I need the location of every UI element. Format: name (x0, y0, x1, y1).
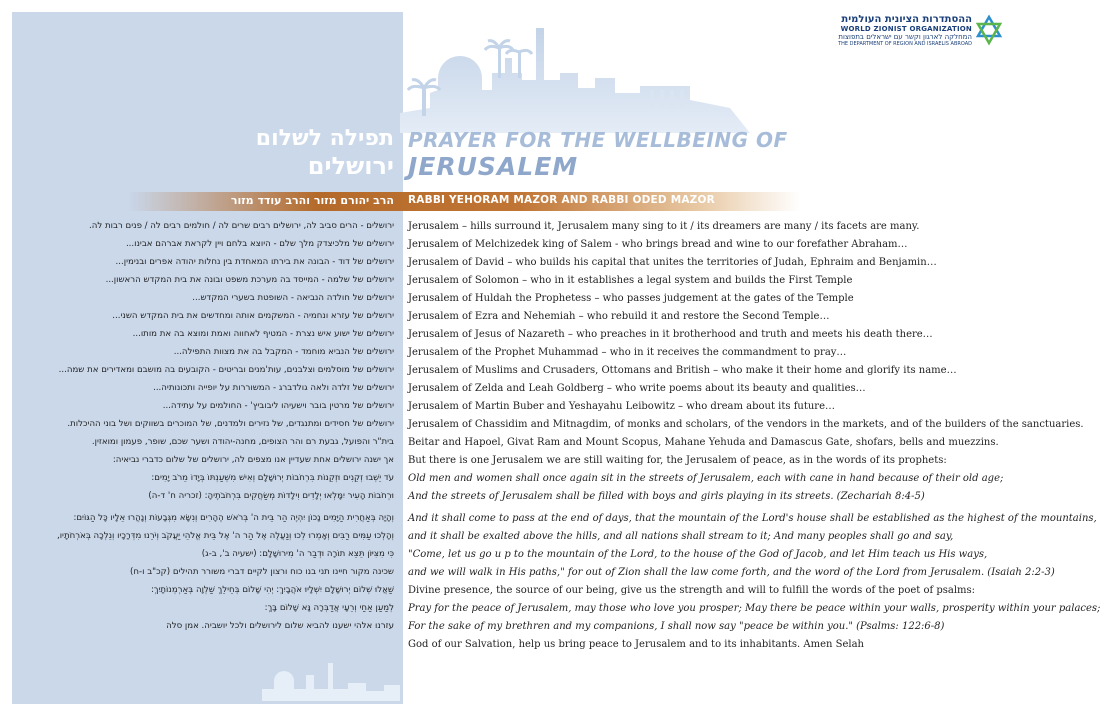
english-line: and we will walk in His paths," for out of Zion shall the law come forth, and the word of the Lord from Jerusalem. (Isaiah 2:2-3) (408, 567, 1055, 578)
english-line: Jerusalem of Huldah the Prophetess – who passes judgement at the gates of the Temple (408, 293, 854, 304)
logo-english-dept: THE DEPARTMENT OF REGION AND ISRAELIS ABROAD (838, 41, 972, 47)
small-skyline-illustration (262, 655, 400, 701)
english-line: God of our Salvation, help us bring peace to Jerusalem and to its inhabitants. Amen Selah (408, 639, 864, 650)
hebrew-line: כִּי מִצִּיּוֹן תֵּצֵא תוֹרָה וּדְבַר ה' מִירוּשָׁלִָם: (ישעיה ב', ב-ג) (201, 549, 394, 559)
hebrew-line: וְהָיָה בְּאַחֲרִית הַיָּמִים נָכוֹן יִהְיֶה הַר בֵּית ה' בְּרֹאשׁ הֶהָרִים וְנִשָּׂא מִגְּבָעוֹת וְנָהֲרוּ אֵלָיו כָּל הַגּוֹיִם: (73, 513, 394, 523)
english-line: Jerusalem of Melchizedek king of Salem - who brings bread and wine to our forefather Abraham… (408, 239, 908, 250)
english-line: Jerusalem of Muslims and Crusaders, Ottomans and British – who make it their home and glorify its name… (408, 365, 957, 376)
wzo-logo (792, 14, 1002, 64)
hebrew-line: וּרְחֹבוֹת הָעִיר יִמָּלְאוּ יְלָדִים וִילָדוֹת מְשַׂחֲקִים בִּרְחֹבֹתֶיהָ: (זכריה ח' ד-ה) (148, 491, 394, 501)
english-line: Jerusalem of Jesus of Nazareth – who preaches in it brotherhood and truth and meets his death there… (408, 329, 933, 340)
english-title-line1: PRAYER FOR THE WELLBEING OF (408, 128, 788, 152)
hebrew-title-line2: ירושלים (307, 152, 394, 180)
hebrew-line: עֹד יֵשְׁבוּ זְקֵנִים וּזְקֵנוֹת בִּרְחֹבוֹת יְרוּשָׁלִָם וְאִישׁ מִשְׁעַנְתּוֹ בְּיָדוֹ מֵרֹב יָמִים: (151, 473, 394, 483)
english-line: For the sake of my brethren and my companions, I shall now say "peace be within you." (Psalms: 122:6-8) (408, 621, 945, 632)
english-line: "Come, let us go u p to the mountain of the Lord, to the house of the God of Jacob, and let Him teach us His ways, (408, 549, 988, 560)
logo-hebrew-org: ההסתדרות הציונית העולמית (841, 14, 972, 25)
english-line: Jerusalem of Chassidim and Mitnagdim, of monks and scholars, of the vendors in the markets, and of the builders of the sanctuaries. (408, 419, 1084, 430)
hebrew-line: ירושלים של מלכיצדק מלך שלם - היוצא בלחם ויין לקראת אברהם אבינו... (125, 239, 394, 249)
hebrew-line: לְמַעַן אַחַי וְרֵעָי אֲדַבְּרָה נָּא שָׁלוֹם בָּךְ: (264, 603, 394, 613)
logo-english-org: WORLD ZIONIST ORGANIZATION (840, 25, 972, 33)
hebrew-line: ירושלים של דוד - הבונה את בירתו המאחדת בין נחלות יהודה אפרים ובנימין... (115, 257, 394, 267)
english-line: Jerusalem of Ezra and Nehemiah – who rebuild it and restore the Second Temple… (408, 311, 830, 322)
hebrew-line: ירושלים של הנביא מוחמד - המקבל בה את מצוות התפילה... (173, 347, 394, 357)
hebrew-line: ירושלים של ישוע איש נצרת - המטיף לאחווה ואמת ומוצא בה את מותו... (132, 329, 394, 339)
star-of-david-logo-icon (976, 16, 1002, 46)
english-line: Jerusalem of David – who builds his capital that unites the territories of Judah, Ephraim and Benjamin… (408, 257, 937, 268)
hebrew-line: ירושלים של זלדה ולאה גולדברג - המשוררות על יופייה ותכונותיה... (153, 383, 394, 393)
english-title-line2: JERUSALEM (408, 152, 579, 181)
english-line: And it shall come to pass at the end of days, that the mountain of the Lord's house shall be established as the highest of the mountains, (408, 513, 1097, 524)
english-line: And the streets of Jerusalem shall be filled with boys and girls playing in its streets. (Zechariah 8:4-5) (408, 491, 925, 502)
hebrew-line: ירושלים של שלמה - המייסד בה מערכת משפט ובונה את בית המקדש הראשון... (105, 275, 394, 285)
hebrew-title-line1: תפילה לשלום (255, 126, 394, 151)
english-line: Old men and women shall once again sit in the streets of Jerusalem, each with cane in hand because of their old age; (408, 473, 1004, 484)
hebrew-line: ירושלים של מוסלמים וצלבנים, עות'מנים ובריטים - הקובעים בה מושבם ומאדירים את שמה... (58, 365, 394, 375)
english-line: Jerusalem – hills surround it, Jerusalem many sing to it / its dreamers are many / its facets are many. (408, 221, 920, 232)
english-line: Pray for the peace of Jerusalem, may those who love you prosper; May there be peace within your walls, prosperity within your palaces; (408, 603, 1100, 614)
english-line: Jerusalem of the Prophet Muhammad – who in it receives the commandment to pray… (408, 347, 847, 358)
english-line: Beitar and Hapoel, Givat Ram and Mount Scopus, Mahane Yehuda and Damascus Gate, shofars, bells and muezzins. (408, 437, 999, 448)
hebrew-line: עזרנו אלהי ישענו להביא שלום לירושלים ולכל יושביה. אמן סלה (166, 621, 394, 631)
english-line: Divine presence, the source of our being, give us the strength and will to fulfill the words of the poet of psalms: (408, 585, 976, 596)
logo-hebrew-dept: המחלקה לארגון וקשר עם ישראלים בתפוצות (838, 33, 972, 41)
english-line: Jerusalem of Zelda and Leah Goldberg – who write poems about its beauty and qualities… (408, 383, 866, 394)
hebrew-line: וְהָלְכוּ עַמִּים רַבִּים וְאָמְרוּ לְכוּ וְנַעֲלֶה אֶל הַר ה' אֶל בֵּית אֱלֹהֵי יַעֲקֹב וְיֹרֵנוּ מִדְּרָכָיו וְנֵלְכָה בְּאֹרְחֹתָיו, (56, 531, 394, 541)
hebrew-line: ירושלים של חסידים ומתנגדים, של נזירים ולמדנים, של המוכרים בשווקים ושל בוני ההיכלות. (67, 419, 394, 429)
jerusalem-skyline-illustration (400, 18, 750, 133)
hebrew-line: ירושלים של עזרא ונחמיה - המשקמים אותה ומחדשים את בית המקדש השני... (112, 311, 394, 321)
hebrew-line: ירושלים של מרטין בובר וישעיהו ליבוביץ' - החולמים על עתידה... (162, 401, 394, 411)
hebrew-line: אך ישנה ירושלים אחת שעדיין אנו מצפים לה, ירושלים של שלום כדברי נביאיה: (112, 455, 394, 465)
hebrew-line: בית"ר והפועל, גבעת רם והר הצופים, מחנה-יהודה ושער שכם, שופר, פעמון ומואזין. (91, 437, 394, 447)
english-authors: RABBI YEHORAM MAZOR AND RABBI ODED MAZOR (408, 194, 715, 206)
hebrew-line: ירושלים - הרים סביב לה, ירושלים רבים שרים לה / חולמים רבים לה / פנים רבות לה. (89, 221, 394, 231)
english-line: But there is one Jerusalem we are still waiting for, the Jerusalem of peace, as in the words of its prophets: (408, 455, 947, 466)
english-line: Jerusalem of Martin Buber and Yeshayahu Leibowitz – who dream about its future… (408, 401, 835, 412)
english-line: Jerusalem of Solomon – who in it establishes a legal system and builds the First Temple (408, 275, 853, 286)
hebrew-authors: הרב יהורם מזור והרב עודד מזור (230, 194, 394, 207)
hebrew-line: ירושלים של חולדה הנביאה - השופטת בשערי המקדש... (192, 293, 394, 303)
hebrew-line: שַׁאֲלוּ שְׁלוֹם יְרוּשָׁלִָם יִשְׁלָיוּ אֹהֲבָיִךְ: יְהִי שָׁלוֹם בְּחֵילֵךְ שַׁלְוָה בְּאַרְמְנוֹתָיִךְ: (150, 585, 394, 595)
english-line: and it shall be exalted above the hills, and all nations shall stream to it; And many peoples shall go and say, (408, 531, 954, 542)
hebrew-line: שכינה מקור חיינו תני בנו כוח ורצון לקיים דברי משורר תהילים (קכ"ב ו-ח) (130, 567, 394, 577)
